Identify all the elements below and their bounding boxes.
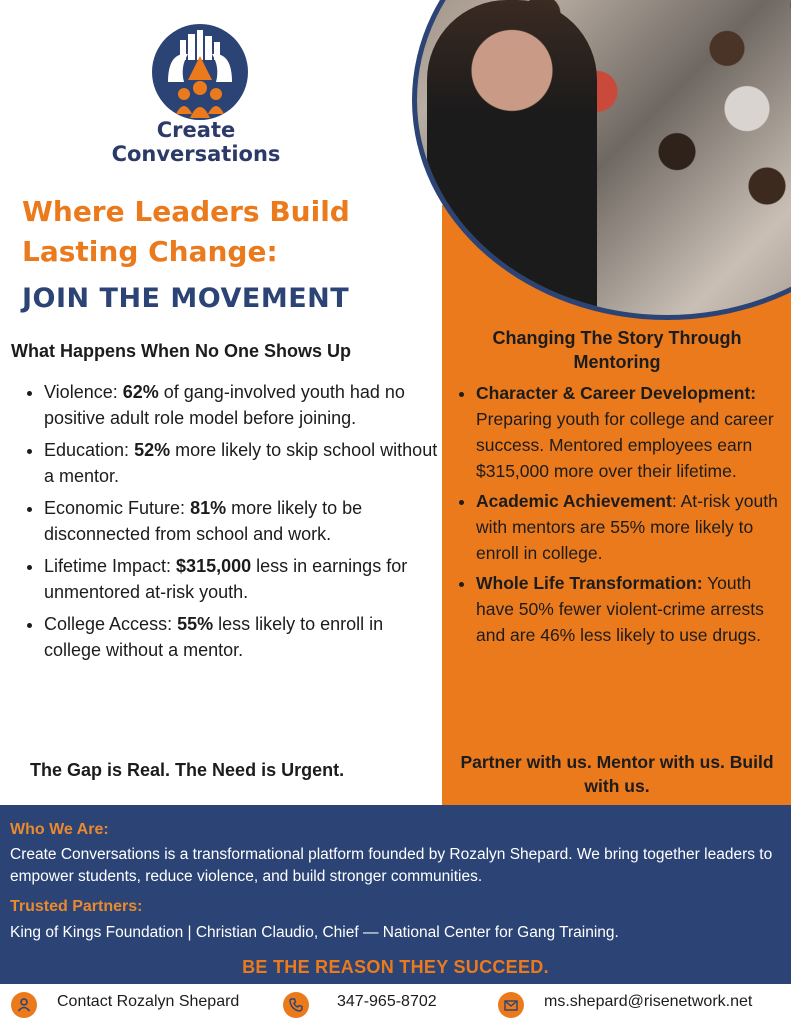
headline-line-1: Where Leaders Build bbox=[22, 195, 350, 228]
statistic-item: • Education: 52% more likely to skip school without a mentor. bbox=[44, 437, 439, 489]
mentoring-benefits-list bbox=[458, 380, 788, 652]
who-we-are-text: Create Conversations is a transformational platform founded by Rozalyn Shepard. We bring together leaders to empower students, reduce violence, and build stronger communities. bbox=[10, 846, 773, 885]
children-group-photo bbox=[412, 0, 791, 320]
statistic-item: • College Access: 55% less likely to enroll in college without a mentor. bbox=[44, 611, 439, 663]
brand-name bbox=[104, 118, 288, 166]
statistics-list bbox=[24, 379, 439, 669]
mentoring-heading: Changing The Story Through Mentoring bbox=[492, 328, 742, 372]
brand-line-1: Create bbox=[156, 118, 236, 142]
call-to-action: Partner with us. Mentor with us. Build with us. bbox=[460, 752, 774, 796]
contact-phone[interactable]: 347-965-8702 bbox=[337, 993, 437, 1010]
mail-icon bbox=[498, 992, 524, 1018]
person-icon bbox=[11, 992, 37, 1018]
statistic-item: • Violence: 62% of gang-involved youth had no positive adult role model before joining. bbox=[44, 379, 439, 431]
contact-name: Contact Rozalyn Shepard bbox=[57, 993, 240, 1010]
brand-line-2: Conversations bbox=[111, 142, 281, 166]
trusted-partners-title: Trusted Partners: bbox=[10, 898, 143, 915]
tagline: BE THE REASON THEY SUCCEED. bbox=[242, 957, 549, 977]
benefit-item: • Character & Career Development: Preparing youth for college and career success. Mentored employees earn $315,000 more over their lifetime. bbox=[476, 380, 788, 484]
statistic-item: • Economic Future: 81% more likely to be disconnected from school and work. bbox=[44, 495, 439, 547]
phone-icon bbox=[283, 992, 309, 1018]
left-section-heading: What Happens When No One Shows Up bbox=[11, 341, 352, 361]
create-conversations-logo bbox=[150, 22, 250, 122]
gap-statement: The Gap is Real. The Need is Urgent. bbox=[30, 760, 345, 780]
benefit-item: • Academic Achievement: At-risk youth with mentors are 55% more likely to enroll in college. bbox=[476, 488, 788, 566]
trusted-partners-text: King of Kings Foundation | Christian Claudio, Chief — National Center for Gang Training. bbox=[10, 924, 619, 941]
statistic-item: • Lifetime Impact: $315,000 less in earnings for unmentored at-risk youth. bbox=[44, 553, 439, 605]
benefit-item: • Whole Life Transformation: Youth have 50% fewer violent-crime arrests and are 46% less likely to use drugs. bbox=[476, 570, 788, 648]
join-the-movement-heading: JOIN THE MOVEMENT bbox=[22, 283, 350, 314]
contact-email[interactable]: ms.shepard@risenetwork.net bbox=[544, 993, 753, 1010]
headline bbox=[22, 192, 350, 272]
headline-line-2: Lasting Change: bbox=[22, 235, 278, 268]
who-we-are-title: Who We Are: bbox=[10, 821, 109, 838]
